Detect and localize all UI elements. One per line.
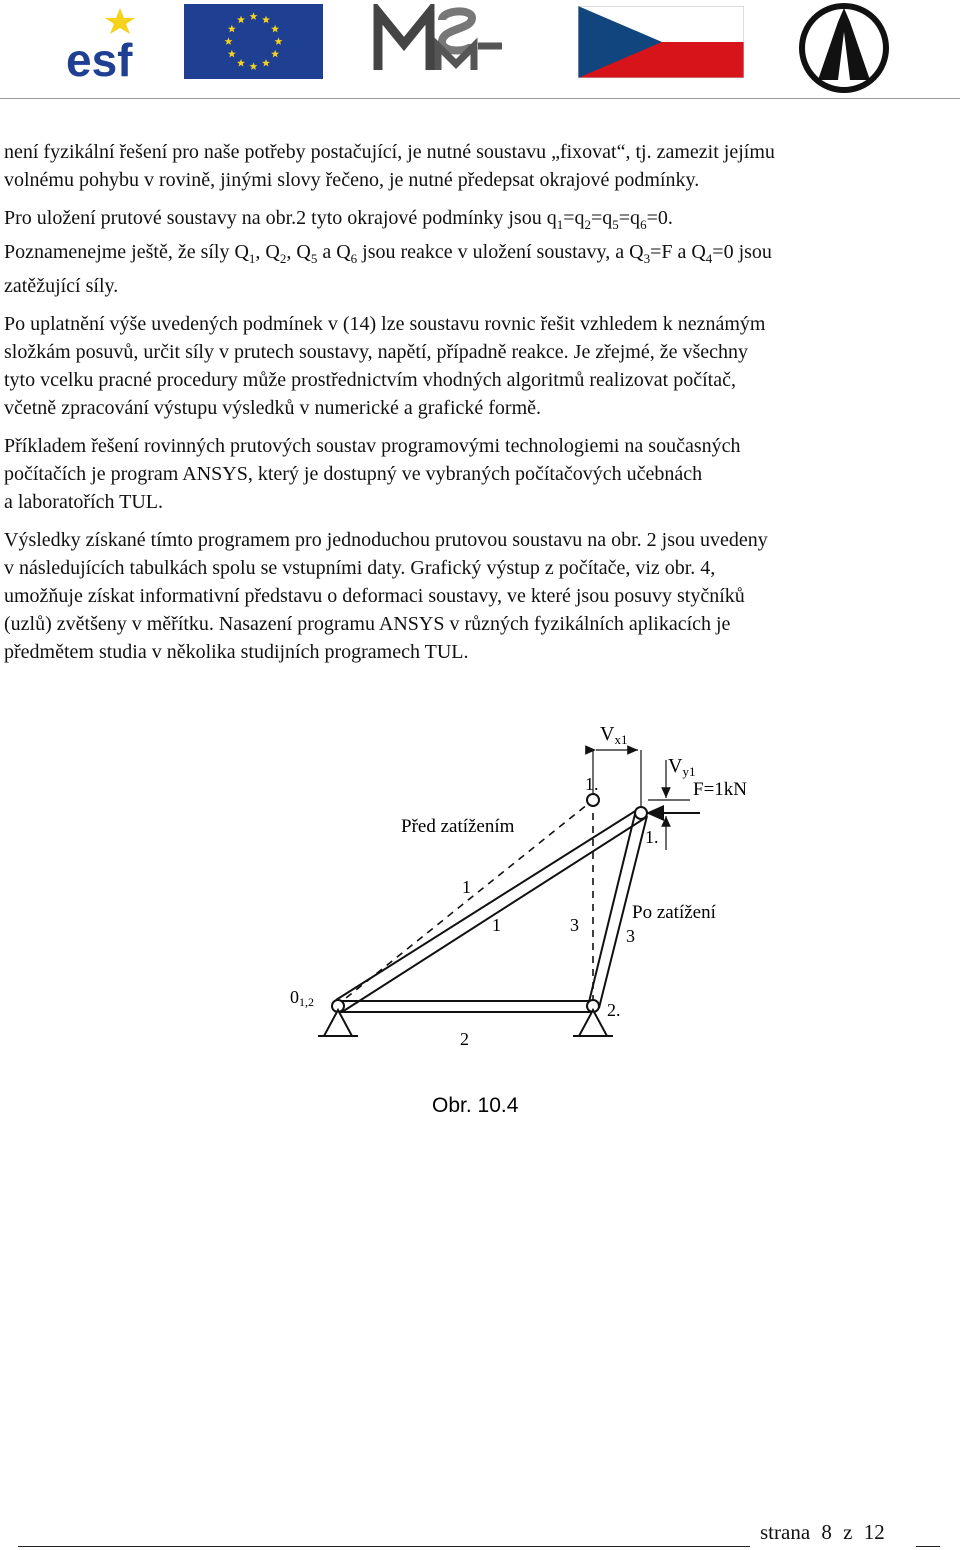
node1-before: [587, 794, 599, 806]
truss-figure: [0, 700, 960, 1140]
before-load-label: Před zatížením: [401, 816, 515, 837]
footer-line-right: [916, 1546, 940, 1547]
figure-caption: Obr. 10.4: [432, 1094, 519, 1117]
bar2-label: 2: [460, 1029, 469, 1049]
node0-label: 01,2: [290, 987, 314, 1009]
p5-line2: v následujících tabulkách spolu se vstupními daty. Grafický výstup z počítače, viz obr. 4,: [4, 557, 716, 579]
body-text: [4, 138, 956, 666]
page-number: strana 8 z 12: [760, 1520, 885, 1544]
p4-line3: a laboratořích TUL.: [4, 491, 164, 513]
p4-line2: počítačích je program ANSYS, který je dostupný ve vybraných počítačových učebnách: [4, 463, 703, 485]
p5-line3: umožňuje získat informativní představu o deformaci soustavy, ve které jsou posuvy styčníků: [4, 585, 745, 607]
bar1: [336, 808, 645, 1012]
p3-line2: složkám posuvů, určit síly v prutech soustavy, napětí, případně reakce. Je zřejmé, že všechny: [4, 341, 749, 363]
p2-line3: zatěžující síly.: [4, 275, 119, 297]
bar2: [338, 1001, 593, 1012]
eu-flag-logo: [184, 4, 323, 79]
bar3-label: 3: [626, 926, 635, 946]
footer-line-left: [18, 1546, 750, 1547]
node1-after: [635, 807, 647, 819]
czech-flag-logo: [578, 6, 744, 78]
p5-line5: předmětem studia v několika studijních programech TUL.: [4, 641, 469, 663]
p3-line3: tyto vcelku pracné procedury může prostřednictvím vhodných algoritmů realizovat počítač,: [4, 369, 736, 391]
tul-logo: [798, 2, 890, 94]
vx1-label: $V_{x1}$: [600, 723, 628, 747]
p5-line1: Výsledky získané tímto programem pro jednoduchou prutovou soustavu na obr. 2 jsou uvedeny: [4, 529, 768, 551]
p2-line1: Pro uložení prutové soustavy na obr.2 tyto okrajové podmínky jsou $q_1=q_2=q_5=q_6=0$.: [4, 207, 673, 232]
p1-line1: není fyzikální řešení pro naše potřeby postačující, je nutné soustavu „fixovat“, tj. zamezit jejímu: [4, 141, 775, 163]
p3-line1: Po uplatnění výše uvedených podmínek v (14) lze soustavu rovnic řešit vzhledem k neznámým: [4, 313, 766, 335]
node1-before-label: 1.: [585, 774, 599, 794]
esf-logo-text: esf: [66, 34, 133, 80]
esf-logo: [62, 4, 177, 80]
p1-line2: volnému pohybu v rovině, jinými slovy řečeno, je nutné předepsat okrajové podmínky.: [4, 169, 700, 191]
header-logos: [0, 0, 960, 100]
bar1-dashed-label: 1: [462, 877, 471, 897]
node2-label: 2.: [607, 1000, 621, 1020]
p2-line2: Poznamenejme ještě, že síly $Q_1$, $Q_2$, $Q_5$ a $Q_6$ jsou reakce v uložení soustavy, a $Q_3=F$ a $Q_4=0$ jsou: [4, 241, 772, 266]
msmt-logo-text: MŠMT: [372, 4, 375, 5]
bar1-label: 1: [492, 915, 501, 935]
force-label: F=1kN: [693, 779, 748, 800]
header-rule: [0, 98, 960, 99]
vy1-label: $V_{y1}$: [668, 755, 696, 779]
after-load-label: Po zatížení: [632, 902, 716, 923]
p3-line4: včetně zpracování výstupu výsledků v numerické a grafické formě.: [4, 397, 542, 419]
node1-after-label: 1.: [645, 827, 659, 847]
msmt-logo: [372, 4, 507, 78]
p4-line1: Příkladem řešení rovinných prutových soustav programovými technologiemi na současných: [4, 435, 741, 457]
p5-line4: (uzlů) zvětšeny v měřítku. Nasazení programu ANSYS v různých fyzikálních aplikacích je: [4, 613, 731, 635]
support-left: [318, 1010, 358, 1036]
bar3-dashed-label: 3: [570, 915, 579, 935]
